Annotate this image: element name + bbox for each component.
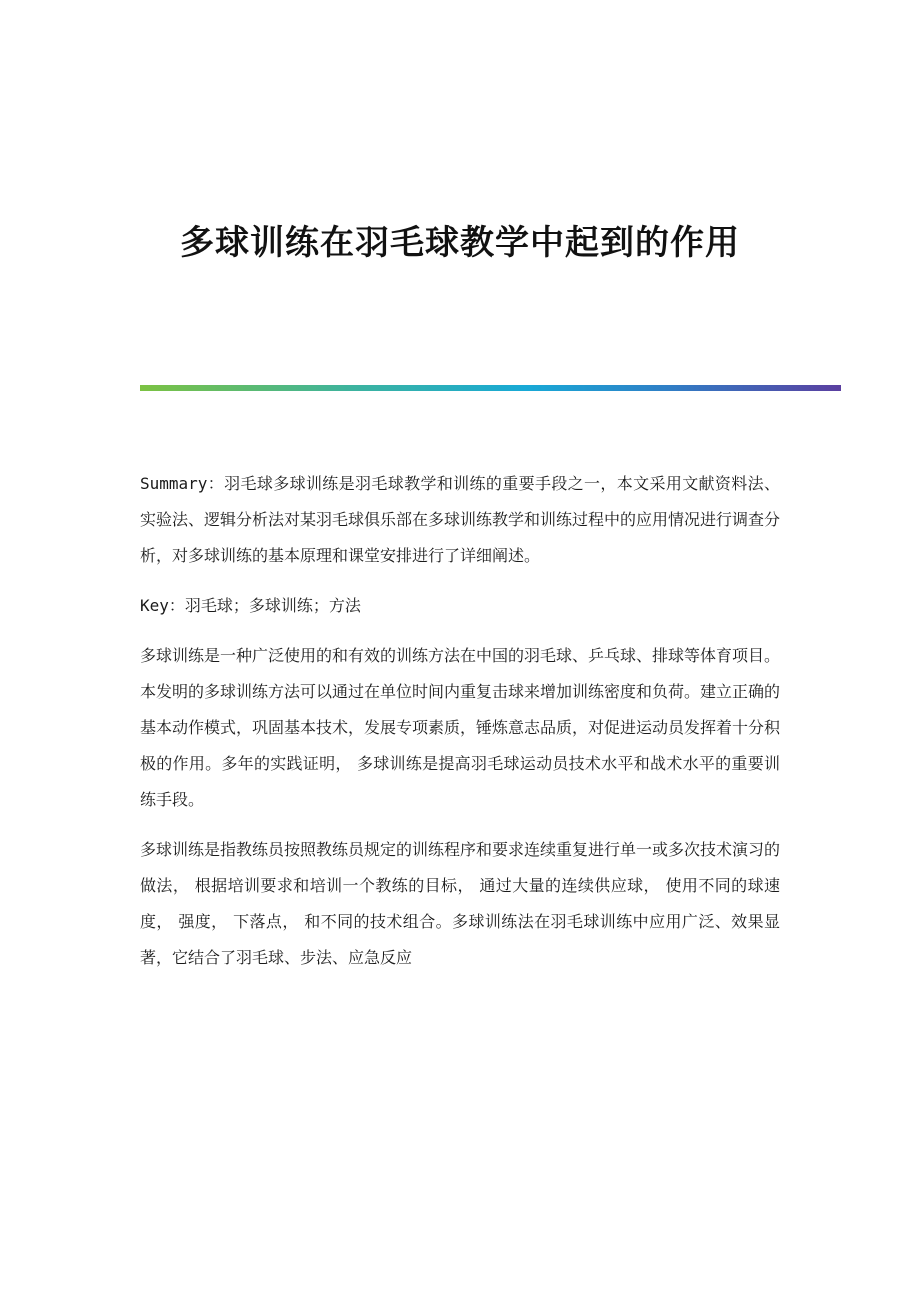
title-divider [140, 385, 841, 391]
key-label: Key [140, 596, 169, 615]
summary-label: Summary [140, 474, 208, 493]
key-text: ：羽毛球；多球训练；方法 [168, 596, 361, 615]
summary-text: ：羽毛球多球训练是羽毛球教学和训练的重要手段之一，本文采用文献资料法、实验法、逻辑分析法对某羽毛球俱乐部在多球训练教学和训练过程中的应用情况进行调查分析，对多球训练的基本原理和课堂安排进行了详细阐述。 [140, 474, 781, 565]
document-body [140, 466, 780, 990]
body-paragraph-2: 多球训练是指教练员按照教练员规定的训练程序和要求连续重复进行单一或多次技术演习的做法， 根据培训要求和培训一个教练的目标， 通过大量的连续供应球， 使用不同的球速度， 强度， 下落点， 和不同的技术组合。多球训练法在羽毛球训练中应用广泛、效果显著，它结合了羽毛球、步法、应急反应 [140, 840, 781, 967]
keywords-paragraph [140, 588, 780, 624]
summary-paragraph [140, 466, 780, 574]
document-title: 多球训练在羽毛球教学中起到的作用 [180, 223, 740, 263]
body-paragraph-1: 多球训练是一种广泛使用的和有效的训练方法在中国的羽毛球、乒乓球、排球等体育项目。本发明的多球训练方法可以通过在单位时间内重复击球来增加训练密度和负荷。建立正确的基本动作模式，巩固基本技术，发展专项素质，锤炼意志品质，对促进运动员发挥着十分积极的作用。多年的实践证明， 多球训练是提高羽毛球运动员技术水平和战术水平的重要训练手段。 [140, 646, 781, 809]
